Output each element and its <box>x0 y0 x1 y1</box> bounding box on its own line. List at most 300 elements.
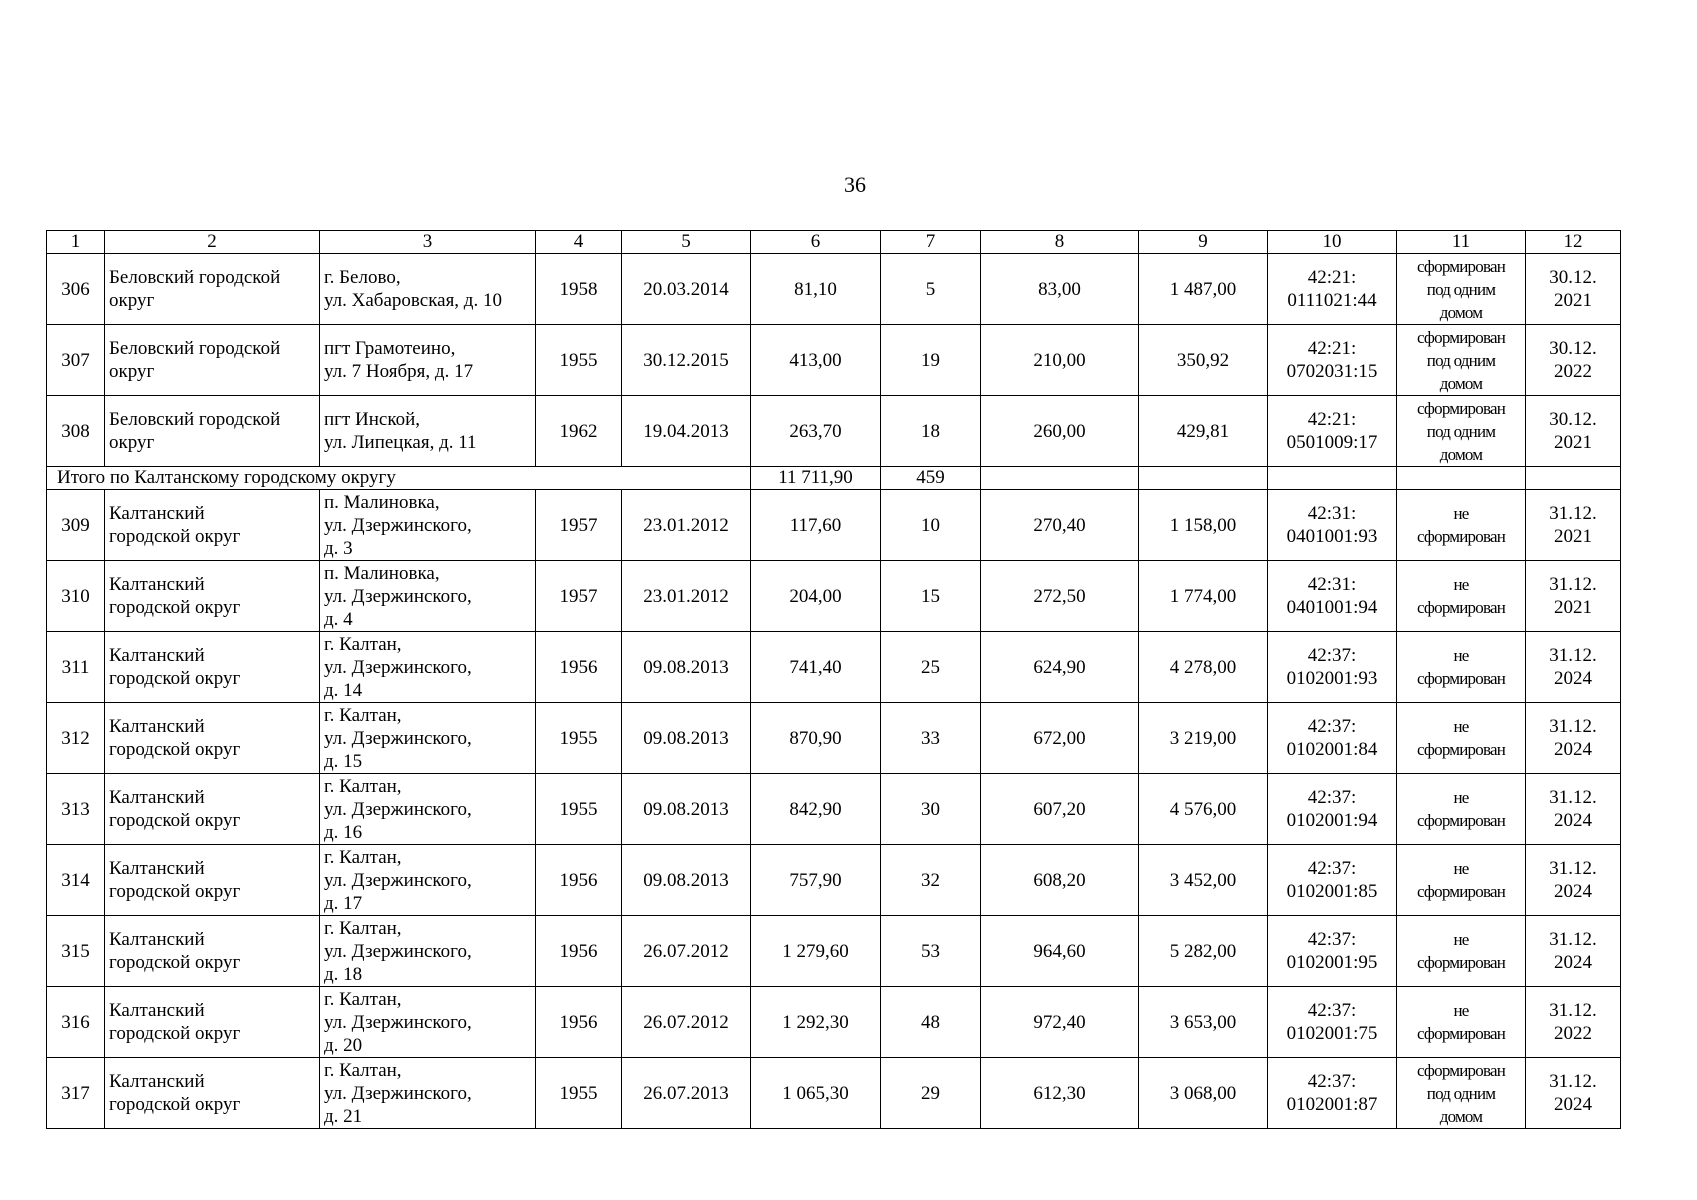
cadastral-number-cell <box>1268 987 1397 1058</box>
residents-cell: 5 <box>881 254 981 325</box>
deadline-cell <box>1526 703 1621 774</box>
municipality-cell-line: городской округ <box>109 526 241 547</box>
deadline-cell <box>1526 561 1621 632</box>
year-cell: 1956 <box>536 987 622 1058</box>
land-area-cell: 83,00 <box>981 254 1139 325</box>
address-cell <box>320 254 536 325</box>
address-cell-line: пгт Инской, <box>324 409 421 430</box>
land-status-cell-line: под одним <box>1426 279 1496 299</box>
land-status-cell-line: домом <box>1439 302 1483 322</box>
row-number: 308 <box>47 396 105 467</box>
row-number: 310 <box>47 561 105 632</box>
land-area-cell: 672,00 <box>981 703 1139 774</box>
column-number-12: 12 <box>1526 231 1621 254</box>
land-area-cell: 612,30 <box>981 1058 1139 1129</box>
municipality-cell-line: городской округ <box>109 810 241 831</box>
cost-cell: 1 487,00 <box>1139 254 1268 325</box>
land-status-cell-line: не <box>1453 504 1469 523</box>
address-cell-line: д. 3 <box>324 537 353 559</box>
cadastral-number-cell-line: 0102001:87 <box>1286 1094 1378 1115</box>
deadline-cell-line: 2024 <box>1554 952 1592 973</box>
address-cell-line: д. 14 <box>324 679 363 701</box>
date-cell: 20.03.2014 <box>622 254 751 325</box>
row-number: 307 <box>47 325 105 396</box>
municipality-cell <box>105 396 320 467</box>
cost-cell: 1 774,00 <box>1139 561 1268 632</box>
residents-cell: 29 <box>881 1058 981 1129</box>
cadastral-number-cell-line: 0102001:84 <box>1286 739 1378 760</box>
year-cell: 1962 <box>536 396 622 467</box>
municipality-cell <box>105 325 320 396</box>
municipality-cell-line: городской округ <box>109 881 241 902</box>
municipality-cell-line: Калтанский <box>109 929 205 950</box>
year-cell: 1955 <box>536 1058 622 1129</box>
empty-cell <box>1268 467 1397 490</box>
address-cell <box>320 845 536 916</box>
land-area-cell: 964,60 <box>981 916 1139 987</box>
deadline-cell-line: 2021 <box>1554 526 1592 547</box>
address-cell-line: п. Малиновка, <box>324 562 440 584</box>
municipality-cell-line: Беловский городской <box>109 338 281 359</box>
area-cell: 1 292,30 <box>751 987 881 1058</box>
row-number: 312 <box>47 703 105 774</box>
address-cell-line: д. 17 <box>324 892 363 914</box>
address-cell <box>320 325 536 396</box>
municipality-cell <box>105 490 320 561</box>
area-cell: 741,40 <box>751 632 881 703</box>
address-cell-line: д. 20 <box>324 1034 363 1056</box>
address-cell-line: г. Калтан, <box>324 775 402 797</box>
cadastral-number-cell-line: 0702031:15 <box>1286 361 1378 382</box>
deadline-cell <box>1526 987 1621 1058</box>
row-number: 311 <box>47 632 105 703</box>
row-number: 316 <box>47 987 105 1058</box>
deadline-cell-line: 31.12. <box>1549 574 1597 595</box>
page-number: 36 <box>844 172 866 197</box>
cadastral-number-cell-line: 0501009:17 <box>1286 432 1378 453</box>
area-cell: 870,90 <box>751 703 881 774</box>
municipality-cell <box>105 845 320 916</box>
date-cell: 26.07.2012 <box>622 916 751 987</box>
deadline-cell-line: 2021 <box>1554 597 1592 618</box>
municipality-cell <box>105 632 320 703</box>
address-cell <box>320 703 536 774</box>
date-cell: 09.08.2013 <box>622 703 751 774</box>
land-status-cell-line: сформирован <box>1416 527 1505 546</box>
cost-cell: 429,81 <box>1139 396 1268 467</box>
column-number-7: 7 <box>881 231 981 254</box>
land-status-cell-line: под одним <box>1426 1083 1496 1103</box>
land-area-cell: 972,40 <box>981 987 1139 1058</box>
land-area-cell: 270,40 <box>981 490 1139 561</box>
land-status-cell-line: сформирован <box>1416 811 1505 830</box>
cadastral-number-cell-line: 0102001:94 <box>1286 810 1378 831</box>
cost-cell: 3 219,00 <box>1139 703 1268 774</box>
address-cell-line: ул. Дзержинского, <box>324 727 472 749</box>
cadastral-number-cell <box>1268 396 1397 467</box>
deadline-cell-line: 31.12. <box>1549 858 1597 879</box>
cadastral-number-cell-line: 42:37: <box>1307 1000 1357 1021</box>
land-status-cell-line: сформирован <box>1416 256 1505 276</box>
deadline-cell-line: 2024 <box>1554 881 1592 902</box>
municipality-cell-line: округ <box>109 432 155 453</box>
cost-cell: 4 576,00 <box>1139 774 1268 845</box>
land-status-cell-line: под одним <box>1426 421 1496 441</box>
year-cell: 1957 <box>536 490 622 561</box>
column-number-8: 8 <box>981 231 1139 254</box>
address-cell-line: г. Калтан, <box>324 704 402 726</box>
address-cell <box>320 632 536 703</box>
area-cell: 757,90 <box>751 845 881 916</box>
residents-cell: 18 <box>881 396 981 467</box>
area-cell: 413,00 <box>751 325 881 396</box>
cadastral-number-cell-line: 42:21: <box>1307 409 1357 430</box>
land-status-cell <box>1397 396 1526 467</box>
land-area-cell: 210,00 <box>981 325 1139 396</box>
date-cell: 09.08.2013 <box>622 774 751 845</box>
municipality-cell-line: Калтанский <box>109 858 205 879</box>
total-area: 11 711,90 <box>751 467 881 490</box>
address-cell-line: п. Малиновка, <box>324 491 440 513</box>
land-area-cell: 272,50 <box>981 561 1139 632</box>
land-status-cell-line: не <box>1453 859 1469 878</box>
empty-cell <box>981 467 1139 490</box>
land-status-cell-line: не <box>1453 930 1469 949</box>
address-cell-line: ул. 7 Ноября, д. 17 <box>324 361 474 382</box>
municipality-cell-line: городской округ <box>109 1094 241 1115</box>
cadastral-number-cell-line: 0102001:75 <box>1286 1023 1378 1044</box>
deadline-cell-line: 2021 <box>1554 432 1592 453</box>
land-status-cell-line: под одним <box>1426 350 1496 370</box>
address-cell-line: ул. Дзержинского, <box>324 869 472 891</box>
address-cell-line: г. Белово, <box>324 267 401 288</box>
date-cell: 30.12.2015 <box>622 325 751 396</box>
land-status-cell <box>1397 254 1526 325</box>
date-cell: 26.07.2012 <box>622 987 751 1058</box>
area-cell: 263,70 <box>751 396 881 467</box>
area-cell: 81,10 <box>751 254 881 325</box>
deadline-cell-line: 2022 <box>1554 1023 1592 1044</box>
cost-cell: 4 278,00 <box>1139 632 1268 703</box>
municipality-cell-line: городской округ <box>109 739 241 760</box>
municipality-cell-line: городской округ <box>109 597 241 618</box>
municipality-cell-line: Калтанский <box>109 787 205 808</box>
cadastral-number-cell <box>1268 325 1397 396</box>
land-area-cell: 624,90 <box>981 632 1139 703</box>
address-cell <box>320 490 536 561</box>
deadline-cell <box>1526 254 1621 325</box>
row-number: 309 <box>47 490 105 561</box>
address-cell-line: д. 16 <box>324 821 363 843</box>
address-cell-line: г. Калтан, <box>324 633 402 655</box>
total-label: Итого по Калтанскому городскому округу <box>47 467 751 490</box>
land-area-cell: 260,00 <box>981 396 1139 467</box>
area-cell: 117,60 <box>751 490 881 561</box>
address-cell-line: ул. Дзержинского, <box>324 940 472 962</box>
municipality-cell <box>105 703 320 774</box>
address-cell-line: г. Калтан, <box>324 1059 402 1081</box>
address-cell-line: ул. Дзержинского, <box>324 585 472 607</box>
address-cell-line: г. Калтан, <box>324 917 402 939</box>
municipality-cell-line: Калтанский <box>109 1071 205 1092</box>
residents-cell: 25 <box>881 632 981 703</box>
cadastral-number-cell-line: 0102001:93 <box>1286 668 1378 689</box>
municipality-cell-line: Беловский городской <box>109 267 281 288</box>
area-cell: 1 065,30 <box>751 1058 881 1129</box>
cadastral-number-cell-line: 42:37: <box>1307 929 1357 950</box>
cost-cell: 3 653,00 <box>1139 987 1268 1058</box>
land-status-cell <box>1397 845 1526 916</box>
deadline-cell-line: 31.12. <box>1549 503 1597 524</box>
land-status-cell-line: не <box>1453 788 1469 807</box>
column-number-1: 1 <box>47 231 105 254</box>
deadline-cell-line: 30.12. <box>1549 338 1597 359</box>
column-number-11: 11 <box>1397 231 1526 254</box>
municipality-cell-line: Беловский городской <box>109 409 281 430</box>
housing-register-table <box>46 230 1621 1129</box>
municipality-cell-line: Калтанский <box>109 503 205 524</box>
address-cell <box>320 774 536 845</box>
land-status-cell <box>1397 1058 1526 1129</box>
municipality-cell <box>105 1058 320 1129</box>
land-status-cell-line: не <box>1453 1001 1469 1020</box>
address-cell-line: ул. Дзержинского, <box>324 1082 472 1104</box>
cadastral-number-cell-line: 42:31: <box>1307 503 1357 524</box>
land-status-cell-line: сформирован <box>1416 398 1505 418</box>
table-row <box>47 845 1621 916</box>
residents-cell: 10 <box>881 490 981 561</box>
row-number: 317 <box>47 1058 105 1129</box>
land-status-cell <box>1397 987 1526 1058</box>
year-cell: 1957 <box>536 561 622 632</box>
cadastral-number-cell <box>1268 916 1397 987</box>
date-cell: 23.01.2012 <box>622 561 751 632</box>
column-number-4: 4 <box>536 231 622 254</box>
year-cell: 1955 <box>536 325 622 396</box>
deadline-cell-line: 2024 <box>1554 810 1592 831</box>
address-cell <box>320 916 536 987</box>
address-cell <box>320 987 536 1058</box>
residents-cell: 53 <box>881 916 981 987</box>
residents-cell: 30 <box>881 774 981 845</box>
deadline-cell-line: 2024 <box>1554 668 1592 689</box>
cadastral-number-cell <box>1268 1058 1397 1129</box>
cost-cell: 350,92 <box>1139 325 1268 396</box>
date-cell: 09.08.2013 <box>622 845 751 916</box>
date-cell: 09.08.2013 <box>622 632 751 703</box>
year-cell: 1955 <box>536 774 622 845</box>
deadline-cell <box>1526 490 1621 561</box>
address-cell <box>320 1058 536 1129</box>
residents-cell: 15 <box>881 561 981 632</box>
table-row <box>47 774 1621 845</box>
date-cell: 23.01.2012 <box>622 490 751 561</box>
table-row <box>47 490 1621 561</box>
land-status-cell-line: сформирован <box>1416 1024 1505 1043</box>
cadastral-number-cell-line: 42:31: <box>1307 574 1357 595</box>
deadline-cell-line: 2024 <box>1554 739 1592 760</box>
column-number-5: 5 <box>622 231 751 254</box>
area-cell: 842,90 <box>751 774 881 845</box>
deadline-cell-line: 31.12. <box>1549 1000 1597 1021</box>
cadastral-number-cell <box>1268 845 1397 916</box>
table-row <box>47 1058 1621 1129</box>
address-cell-line: ул. Дзержинского, <box>324 514 472 536</box>
cost-cell: 3 068,00 <box>1139 1058 1268 1129</box>
cadastral-number-cell <box>1268 490 1397 561</box>
land-status-cell-line: не <box>1453 575 1469 594</box>
land-area-cell: 607,20 <box>981 774 1139 845</box>
municipality-cell-line: Калтанский <box>109 1000 205 1021</box>
deadline-cell-line: 31.12. <box>1549 716 1597 737</box>
address-cell-line: ул. Хабаровская, д. 10 <box>324 290 502 311</box>
address-cell-line: г. Калтан, <box>324 846 402 868</box>
land-status-cell-line: сформирован <box>1416 953 1505 972</box>
cadastral-number-cell-line: 42:37: <box>1307 716 1357 737</box>
row-number: 314 <box>47 845 105 916</box>
column-number-6: 6 <box>751 231 881 254</box>
empty-cell <box>1526 467 1621 490</box>
area-cell: 1 279,60 <box>751 916 881 987</box>
cadastral-number-cell <box>1268 774 1397 845</box>
land-status-cell-line: домом <box>1439 444 1483 464</box>
deadline-cell <box>1526 774 1621 845</box>
column-number-2: 2 <box>105 231 320 254</box>
empty-cell <box>1139 467 1268 490</box>
land-status-cell-line: домом <box>1439 373 1483 393</box>
deadline-cell-line: 30.12. <box>1549 267 1597 288</box>
land-status-cell-line: сформирован <box>1416 598 1505 617</box>
land-status-cell-line: сформирован <box>1416 327 1505 347</box>
year-cell: 1958 <box>536 254 622 325</box>
municipality-cell-line: округ <box>109 290 155 311</box>
row-number: 315 <box>47 916 105 987</box>
deadline-cell-line: 31.12. <box>1549 787 1597 808</box>
cadastral-number-cell-line: 0102001:95 <box>1286 952 1378 973</box>
address-cell-line: д. 4 <box>324 608 353 630</box>
address-cell-line: д. 21 <box>324 1105 363 1127</box>
table-row <box>47 987 1621 1058</box>
residents-cell: 32 <box>881 845 981 916</box>
land-status-cell <box>1397 325 1526 396</box>
cadastral-number-cell <box>1268 703 1397 774</box>
cost-cell: 1 158,00 <box>1139 490 1268 561</box>
column-number-3: 3 <box>320 231 536 254</box>
municipality-cell-line: округ <box>109 361 155 382</box>
table-row <box>47 396 1621 467</box>
deadline-cell-line: 31.12. <box>1549 645 1597 666</box>
deadline-cell-line: 2021 <box>1554 290 1592 311</box>
address-cell-line: ул. Дзержинского, <box>324 656 472 678</box>
municipality-cell <box>105 987 320 1058</box>
cadastral-number-cell-line: 42:21: <box>1307 267 1357 288</box>
residents-cell: 19 <box>881 325 981 396</box>
column-number-9: 9 <box>1139 231 1268 254</box>
total-row <box>47 467 1621 490</box>
cadastral-number-cell-line: 42:37: <box>1307 787 1357 808</box>
deadline-cell <box>1526 325 1621 396</box>
table-row <box>47 561 1621 632</box>
column-number-10: 10 <box>1268 231 1397 254</box>
deadline-cell <box>1526 845 1621 916</box>
empty-cell <box>1397 467 1526 490</box>
row-number: 313 <box>47 774 105 845</box>
address-cell-line: ул. Дзержинского, <box>324 798 472 820</box>
row-number: 306 <box>47 254 105 325</box>
cadastral-number-cell-line: 42:21: <box>1307 338 1357 359</box>
deadline-cell-line: 2022 <box>1554 361 1592 382</box>
land-status-cell <box>1397 774 1526 845</box>
deadline-cell <box>1526 396 1621 467</box>
cadastral-number-cell <box>1268 254 1397 325</box>
municipality-cell-line: городской округ <box>109 668 241 689</box>
year-cell: 1956 <box>536 916 622 987</box>
cadastral-number-cell <box>1268 632 1397 703</box>
deadline-cell-line: 31.12. <box>1549 929 1597 950</box>
cadastral-number-cell-line: 42:37: <box>1307 645 1357 666</box>
address-cell-line: д. 18 <box>324 963 363 985</box>
table-row <box>47 254 1621 325</box>
date-cell: 19.04.2013 <box>622 396 751 467</box>
residents-cell: 33 <box>881 703 981 774</box>
table-row <box>47 703 1621 774</box>
deadline-cell-line: 31.12. <box>1549 1071 1597 1092</box>
land-status-cell <box>1397 916 1526 987</box>
cost-cell: 5 282,00 <box>1139 916 1268 987</box>
cadastral-number-cell-line: 0401001:93 <box>1286 526 1378 547</box>
municipality-cell <box>105 561 320 632</box>
address-cell-line: д. 15 <box>324 750 363 772</box>
cadastral-number-cell-line: 0111021:44 <box>1287 290 1377 311</box>
municipality-cell-line: городской округ <box>109 952 241 973</box>
municipality-cell <box>105 916 320 987</box>
cadastral-number-cell-line: 42:37: <box>1307 1071 1357 1092</box>
address-cell-line: ул. Дзержинского, <box>324 1011 472 1033</box>
land-status-cell <box>1397 703 1526 774</box>
deadline-cell <box>1526 916 1621 987</box>
deadline-cell-line: 30.12. <box>1549 409 1597 430</box>
column-number-row <box>47 231 1621 254</box>
year-cell: 1956 <box>536 632 622 703</box>
date-cell: 26.07.2013 <box>622 1058 751 1129</box>
land-area-cell: 608,20 <box>981 845 1139 916</box>
land-status-cell-line: сформирован <box>1416 669 1505 688</box>
land-status-cell <box>1397 632 1526 703</box>
total-residents: 459 <box>881 467 981 490</box>
land-status-cell-line: сформирован <box>1416 740 1505 759</box>
address-cell <box>320 561 536 632</box>
land-status-cell-line: не <box>1453 646 1469 665</box>
land-status-cell-line: домом <box>1439 1106 1483 1126</box>
deadline-cell <box>1526 632 1621 703</box>
area-cell: 204,00 <box>751 561 881 632</box>
address-cell-line: г. Калтан, <box>324 988 402 1010</box>
table-row <box>47 325 1621 396</box>
municipality-cell-line: Калтанский <box>109 574 205 595</box>
cadastral-number-cell-line: 0401001:94 <box>1286 597 1378 618</box>
year-cell: 1956 <box>536 845 622 916</box>
residents-cell: 48 <box>881 987 981 1058</box>
deadline-cell-line: 2024 <box>1554 1094 1592 1115</box>
land-status-cell-line: не <box>1453 717 1469 736</box>
table-row <box>47 916 1621 987</box>
cadastral-number-cell-line: 42:37: <box>1307 858 1357 879</box>
municipality-cell-line: Калтанский <box>109 716 205 737</box>
cost-cell: 3 452,00 <box>1139 845 1268 916</box>
land-status-cell <box>1397 490 1526 561</box>
cadastral-number-cell-line: 0102001:85 <box>1286 881 1378 902</box>
municipality-cell-line: городской округ <box>109 1023 241 1044</box>
